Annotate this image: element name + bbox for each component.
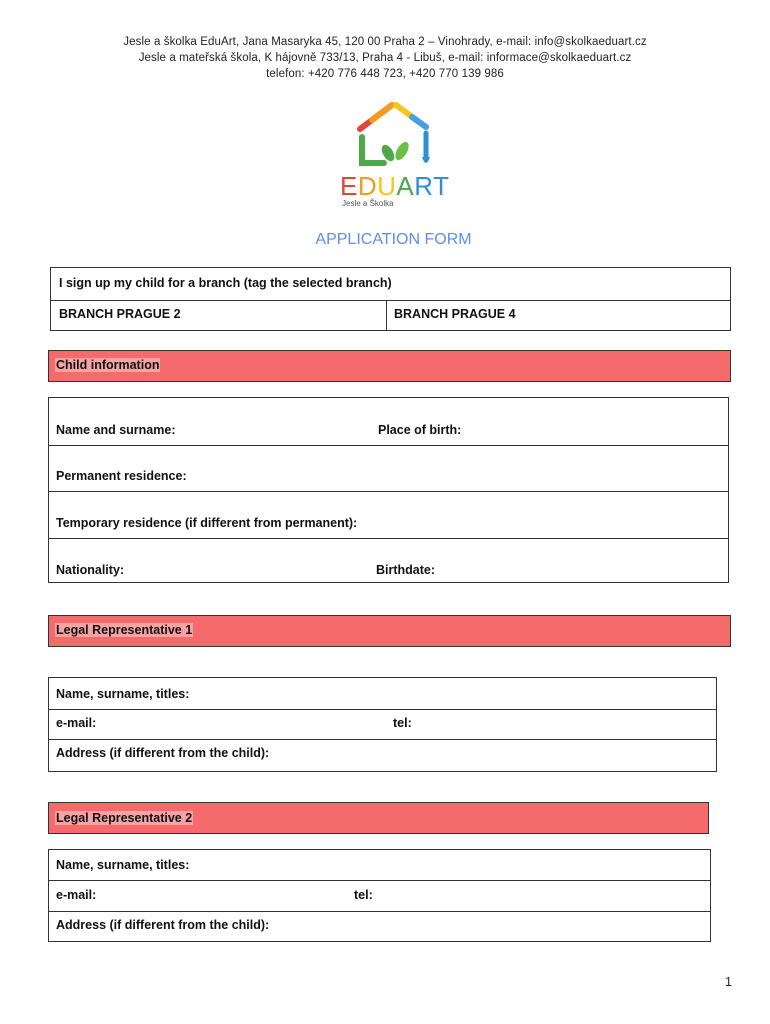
rep1-table: [48, 677, 717, 772]
logo-subtitle: Jesle a Školka: [342, 199, 394, 208]
rep1-email-label: e-mail:: [56, 716, 97, 730]
eduart-logo: [322, 93, 466, 221]
child-place-of-birth-label: Place of birth:: [378, 423, 462, 437]
rep1-address-label: Address (if different from the child):: [56, 746, 270, 760]
logo-letter: D: [357, 171, 378, 201]
child-temporary-residence-label: Temporary residence (if different from permanent):: [56, 516, 358, 530]
rep1-tel-label: tel:: [393, 716, 412, 730]
rep1-name-label: Name, surname, titles:: [56, 687, 190, 701]
branch-prompt: I sign up my child for a branch (tag the selected branch): [59, 276, 392, 290]
logo-letter: U: [377, 171, 397, 201]
section-heading: Legal Representative 1: [56, 623, 193, 637]
logo-letter: R: [414, 171, 434, 201]
page-number: 1: [725, 975, 732, 989]
branch-option-prague-4[interactable]: BRANCH PRAGUE 4: [394, 307, 516, 321]
section-heading: Legal Representative 2: [56, 811, 193, 825]
section-heading: Child information: [56, 358, 160, 372]
rep2-table: [48, 849, 711, 942]
rep2-address-label: Address (if different from the child):: [56, 918, 270, 932]
child-birthdate-label: Birthdate:: [376, 563, 436, 577]
child-name-label: Name and surname:: [56, 423, 176, 437]
child-permanent-residence-label: Permanent residence:: [56, 469, 187, 483]
rep2-name-label: Name, surname, titles:: [56, 858, 190, 872]
logo-letter: A: [396, 171, 415, 201]
section-child-information: [48, 350, 731, 382]
logo-letter: E: [340, 171, 358, 201]
header-line-2: Jesle a mateřská škola, K hájovně 733/13, Praha 4 - Libuš, e-mail: informace@skolkaeduart.cz: [138, 52, 632, 64]
logo-letter: T: [433, 171, 450, 201]
child-nationality-label: Nationality:: [56, 563, 125, 577]
section-legal-representative-2: [48, 802, 709, 834]
section-legal-representative-1: [48, 615, 731, 647]
branch-table: [50, 267, 731, 331]
house-brush-icon: [322, 93, 466, 173]
logo-wordmark: [340, 171, 449, 202]
branch-option-prague-2[interactable]: BRANCH PRAGUE 2: [59, 307, 181, 321]
page-title: APPLICATION FORM: [315, 231, 472, 248]
rep2-email-label: e-mail:: [56, 888, 97, 902]
rep2-tel-label: tel:: [354, 888, 373, 902]
header-line-3: telefon: +420 776 448 723, +420 770 139 986: [266, 68, 504, 80]
header-line-1: Jesle a školka EduArt, Jana Masaryka 45, 120 00 Praha 2 – Vinohrady, e-mail: info@skolkaeduart.cz: [123, 36, 647, 48]
child-table: [48, 397, 729, 583]
